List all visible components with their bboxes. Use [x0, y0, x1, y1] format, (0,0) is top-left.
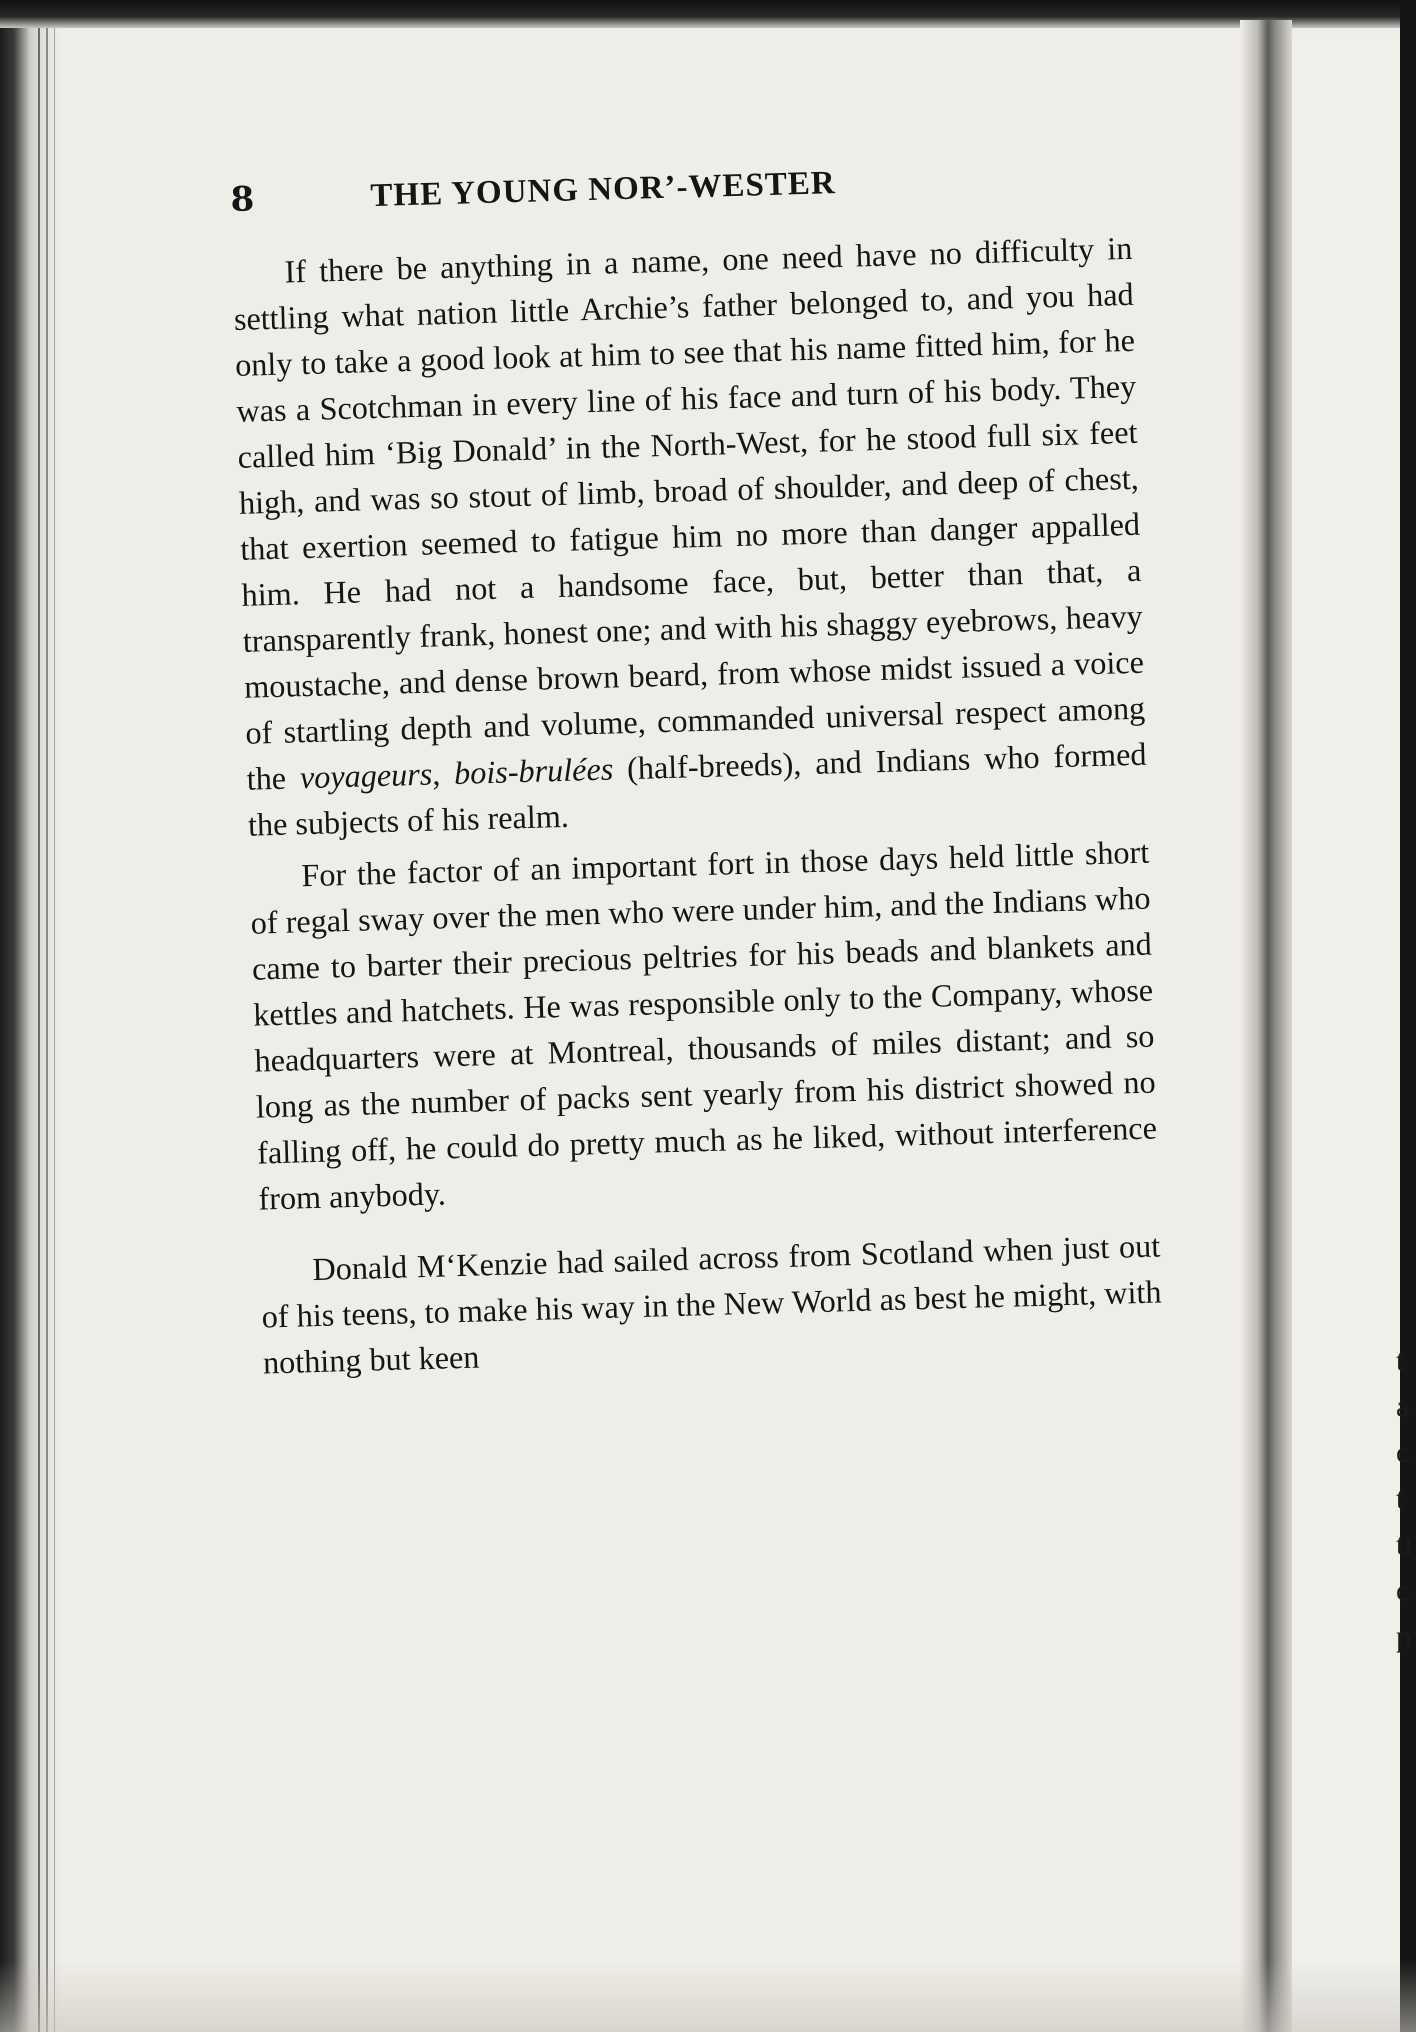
text-segment: Donald M‘Kenzie had sailed across from Scotland when just out of his teens, to make his way in the New World as best he might, with nothing but keen [261, 1227, 1162, 1381]
letter-fragment: c [1396, 1436, 1410, 1469]
text-segment: For the factor of an important fort in those days held little short of regal sway over the men who were under him, and the Indians who came to barter their precious peltries for his beads and blankets and kettles and hatchets. He was responsible only to the Company, whose headquarters were at Montreal, thousands of miles distant; and so long as the number of packs sent yearly from his district showed no falling off, he could do pretty much as he liked, without interference from anybody. [250, 833, 1158, 1217]
letter-fragment: p [1396, 1620, 1411, 1653]
body-text [232, 225, 1163, 1386]
text-segment: (half-breeds), and Indians who formed the subjects of his realm. [247, 735, 1147, 843]
page-fold [1240, 20, 1292, 2032]
paragraph [249, 829, 1159, 1222]
text-segment: If there be anything in a name, one need have no difficulty in settling what nation little Archie’s father belonged to, and you had only to take a good look at him to see that his name fitted him, for he was a Scotchman in every line of his face and turn of his body. They called him ‘Big Donald’ in the North-West, for he stood full six feet high, and was so stout of limb, broad of shoulder, and deep of chest, that exertion seemed to fatigue him no more than danger appalled him. He had not a handsome face, but, better than that, a transparently frank, honest one; and with his shaggy eyebrows, heavy moustache, and dense brown beard, from whose midst issued a voice of startling depth and volume, commanded universal respect among the [233, 229, 1146, 797]
paragraph [260, 1222, 1164, 1385]
letter-fragment: c [1396, 1574, 1410, 1607]
binding-line [54, 0, 55, 2032]
scan-right-edge [1400, 0, 1416, 2032]
letter-fragment: a [1396, 1390, 1410, 1423]
binding-edge-left [0, 0, 62, 2032]
book-page [230, 155, 1163, 1386]
page-number: 8 [230, 179, 255, 220]
binding-line [38, 0, 40, 2032]
letter-fragment: t [1396, 1482, 1405, 1515]
binding-line [46, 0, 48, 2032]
text-segment: , [431, 754, 455, 792]
facing-page [1292, 40, 1416, 2032]
italic-term: voyageurs [299, 755, 433, 796]
scan-top-edge [0, 0, 1416, 28]
letter-fragment: t [1396, 1344, 1405, 1377]
facing-page-text-fragments [1396, 1338, 1416, 1660]
italic-term: bois-brulées [453, 750, 614, 791]
letter-fragment: tı [1396, 1528, 1413, 1561]
page-bottom-shadow [0, 1960, 1416, 2032]
paragraph [232, 225, 1148, 848]
book-title: THE YOUNG NOR’-WESTER [370, 165, 837, 215]
